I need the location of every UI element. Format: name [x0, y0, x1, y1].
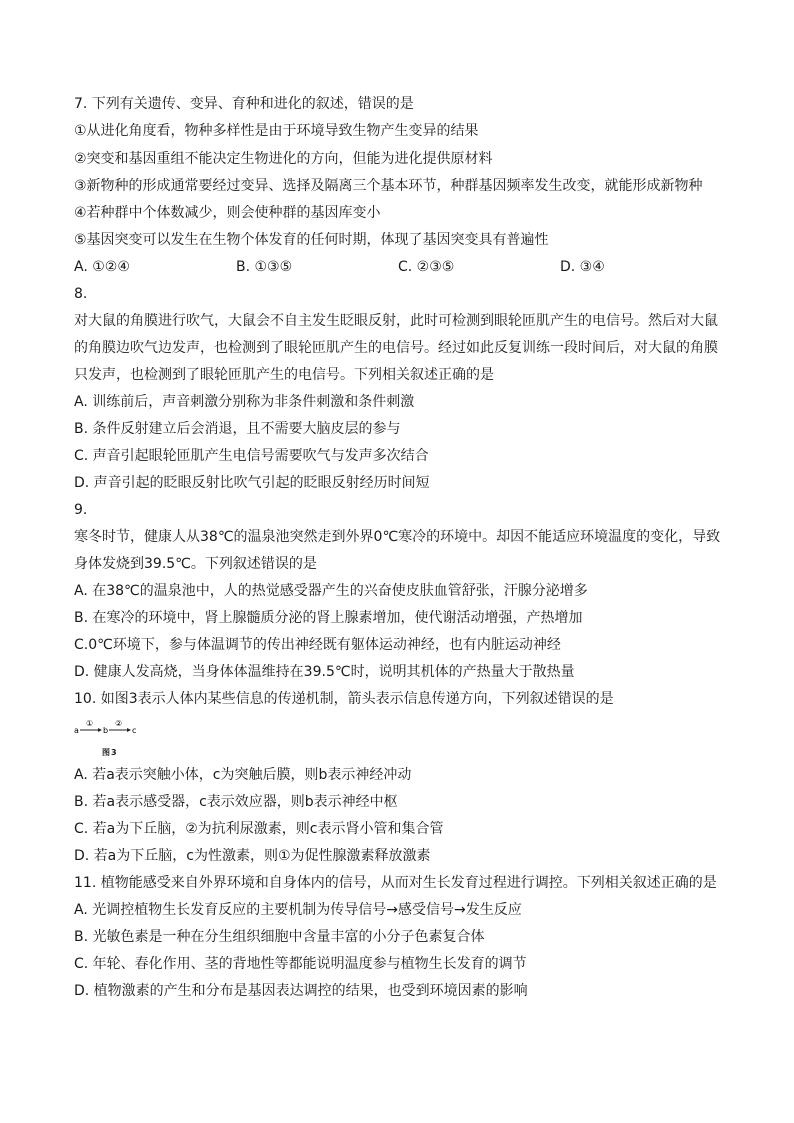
q7-option-b: B. ①③⑤ [236, 259, 293, 275]
q7-option-d: D. ③④ [560, 259, 605, 275]
q11-option-a: A. 光调控植物生长发育反应的主要机制为传导信号→感受信号→发生反应 [74, 902, 522, 918]
figure-3-diagram [74, 714, 164, 758]
q9-option-b: B. 在寒冷的环境中，肾上腺髓质分泌的肾上腺素增加，使代谢活动增强，产热增加 [74, 610, 583, 626]
q10-option-d: D. 若a为下丘脑，c为性激素，则①为促性腺激素释放激素 [74, 848, 431, 864]
q7-item-4: ④若种群中个体数减少，则会使种群的基因库变小 [74, 205, 381, 221]
q7-item-5: ⑤基因突变可以发生在生物个体发育的任何时期，体现了基因突变具有普遍性 [74, 232, 549, 248]
q7-option-a: A. ①②④ [74, 259, 130, 275]
q9-number: 9. [74, 502, 88, 518]
arrow-1-head [98, 728, 102, 732]
q7-options [74, 257, 734, 277]
node-b: b [103, 726, 109, 735]
q11-option-b: B. 光敏色素是一种在分生组织细胞中含量丰富的小分子色素复合体 [74, 929, 485, 945]
q8-option-d: D. 声音引起的眨眼反射比吹气引起的眨眼反射经历时间短 [74, 475, 430, 491]
q7-stem: 7. 下列有关遗传、变异、育种和进化的叙述，错误的是 [74, 96, 414, 112]
q10-stem: 10. 如图3表示人体内某些信息的传递机制，箭头表示信息传递方向，下列叙述错误的是 [74, 691, 614, 707]
q8-option-b: B. 条件反射建立后会消退，且不需要大脑皮层的参与 [74, 421, 401, 437]
q8-option-a: A. 训练前后，声音刺激分别称为非条件刺激和条件刺激 [74, 394, 415, 410]
q7-item-1: ①从进化角度看，物种多样性是由于环境导致生物产生变异的结果 [74, 123, 479, 139]
q9-option-d: D. 健康人发高烧，当身体体温维持在39.5℃时，说明其机体的产热量大于散热量 [74, 664, 575, 680]
q7-item-2: ②突变和基因重组不能决定生物进化的方向，但能为进化提供原材料 [74, 151, 493, 167]
q8-stem-line-3: 只发声，也检测到了眼轮匝肌产生的电信号。下列相关叙述正确的是 [74, 367, 494, 383]
q9-stem-line-2: 身体发烧到39.5℃。下列叙述错误的是 [74, 556, 317, 572]
node-a: a [74, 726, 79, 735]
q7-option-c: C. ②③⑤ [398, 259, 455, 275]
q10-option-b: B. 若a表示感受器，c表示效应器，则b表示神经中枢 [74, 794, 398, 810]
arrow-2-label: ② [115, 719, 123, 728]
q8-stem-line-2: 的角膜边吹气边发声，也检测到了眼轮匝肌产生的电信号。经过如此反复训练一段时间后，对大鼠的角膜 [74, 340, 718, 356]
q8-option-c: C. 声音引起眼轮匝肌产生电信号需要吹气与发声多次结合 [74, 448, 429, 464]
node-c: c [132, 726, 137, 735]
q11-option-d: D. 植物激素的产生和分布是基因表达调控的结果，也受到环境因素的影响 [74, 983, 528, 999]
q9-option-a: A. 在38℃的温泉池中，人的热觉感受器产生的兴奋使皮肤血管舒张，汗腺分泌增多 [74, 583, 588, 599]
q10-option-c: C. 若a为下丘脑，②为抗利尿激素，则c表示肾小管和集合管 [74, 821, 444, 837]
q11-option-c: C. 年轮、春化作用、茎的背地性等都能说明温度参与植物生长发育的调节 [74, 956, 527, 972]
q11-stem: 11. 植物能感受来自外界环境和自身体内的信号，从而对生长发育过程进行调控。下列相关叙述正确的是 [74, 875, 717, 891]
arrow-1-label: ① [86, 719, 94, 728]
q10-option-a: A. 若a表示突触小体，c为突触后膜，则b表示神经冲动 [74, 767, 412, 783]
q8-number: 8. [74, 286, 88, 302]
q8-stem-line-1: 对大鼠的角膜进行吹气，大鼠会不自主发生眨眼反射，此时可检测到眼轮匝肌产生的电信号。然后对大鼠 [74, 313, 718, 329]
q9-option-c: C.0℃环境下，参与体温调节的传出神经既有躯体运动神经，也有内脏运动神经 [74, 637, 561, 653]
q9-stem-line-1: 寒冬时节，健康人从38℃的温泉池突然走到外界0℃寒冷的环境中。却因不能适应环境温度的变化，导致 [74, 529, 721, 545]
arrow-2-head [127, 728, 131, 732]
figure-caption: 图3 [102, 748, 118, 757]
q7-item-3: ③新物种的形成通常要经过变异、选择及隔离三个基本环节，种群基因频率发生改变，就能形成新物种 [74, 178, 703, 194]
